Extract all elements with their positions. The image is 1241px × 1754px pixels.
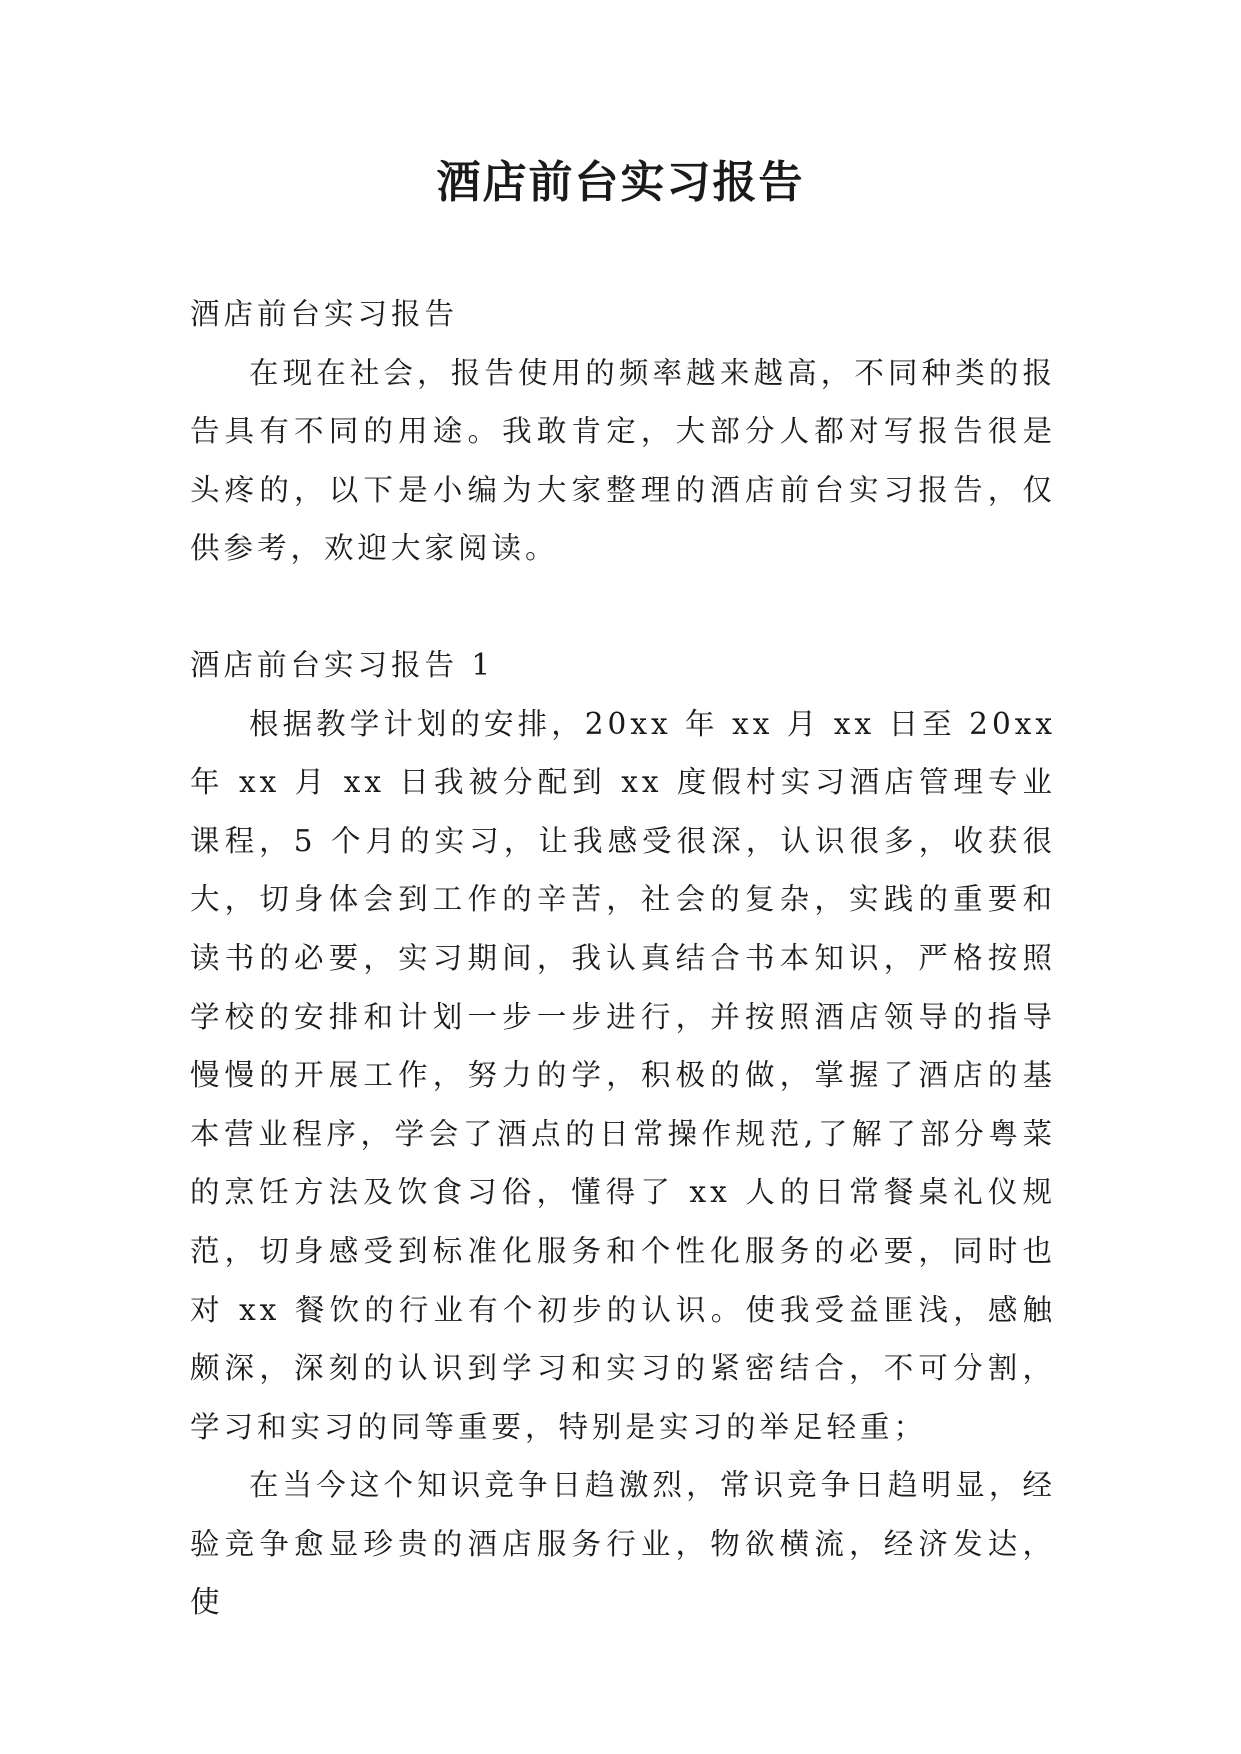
section-spacer	[190, 578, 1056, 636]
document-title: 酒店前台实习报告	[436, 157, 805, 208]
section1-heading: 酒店前台实习报告 1	[190, 647, 495, 682]
section1-paragraph-2: 在当今这个知识竞争日趋激烈，常识竞争日趋明显，经验竞争愈显珍贵的酒店服务行业，物欲横流，经济发达，使	[190, 1468, 1056, 1620]
document-body	[190, 285, 1056, 1632]
intro-heading: 酒店前台实习报告	[190, 297, 459, 331]
intro-paragraph: 在现在社会，报告使用的频率越来越高，不同种类的报告具有不同的用途。我敢肯定，大部分人都对写报告很是头疼的，以下是小编为大家整理的酒店前台实习报告，仅供参考，欢迎大家阅读。	[190, 355, 1056, 566]
section1-paragraph-1: 根据教学计划的安排，20xx 年 xx 月 xx 日至 20xx 年 xx 月 xx 日我被分配到 xx 度假村实习酒店管理专业课程，5 个月的实习，让我感受很深，认识很多，收获很大，切身体会到工作的辛苦，社会的复杂，实践的重要和读书的必要，实习期间，我认真结合书本知识，严格按照学校的安排和计划一步一步进行，并按照酒店领导的指导慢慢的开展工作，努力的学，积极的做，掌握了酒店的基本营业程序，学会了酒点的日常操作规范,了解了部分粤菜的烹饪方法及饮食习俗，懂得了 xx 人的日常餐桌礼仪规范，切身感受到标准化服务和个性化服务的必要，同时也对 xx 餐饮的行业有个初步的认识。使我受益匪浅，感触颇深，深刻的认识到学习和实习的紧密结合，不可分割，学习和实习的同等重要，特别是实习的举足轻重；	[190, 706, 1056, 1444]
